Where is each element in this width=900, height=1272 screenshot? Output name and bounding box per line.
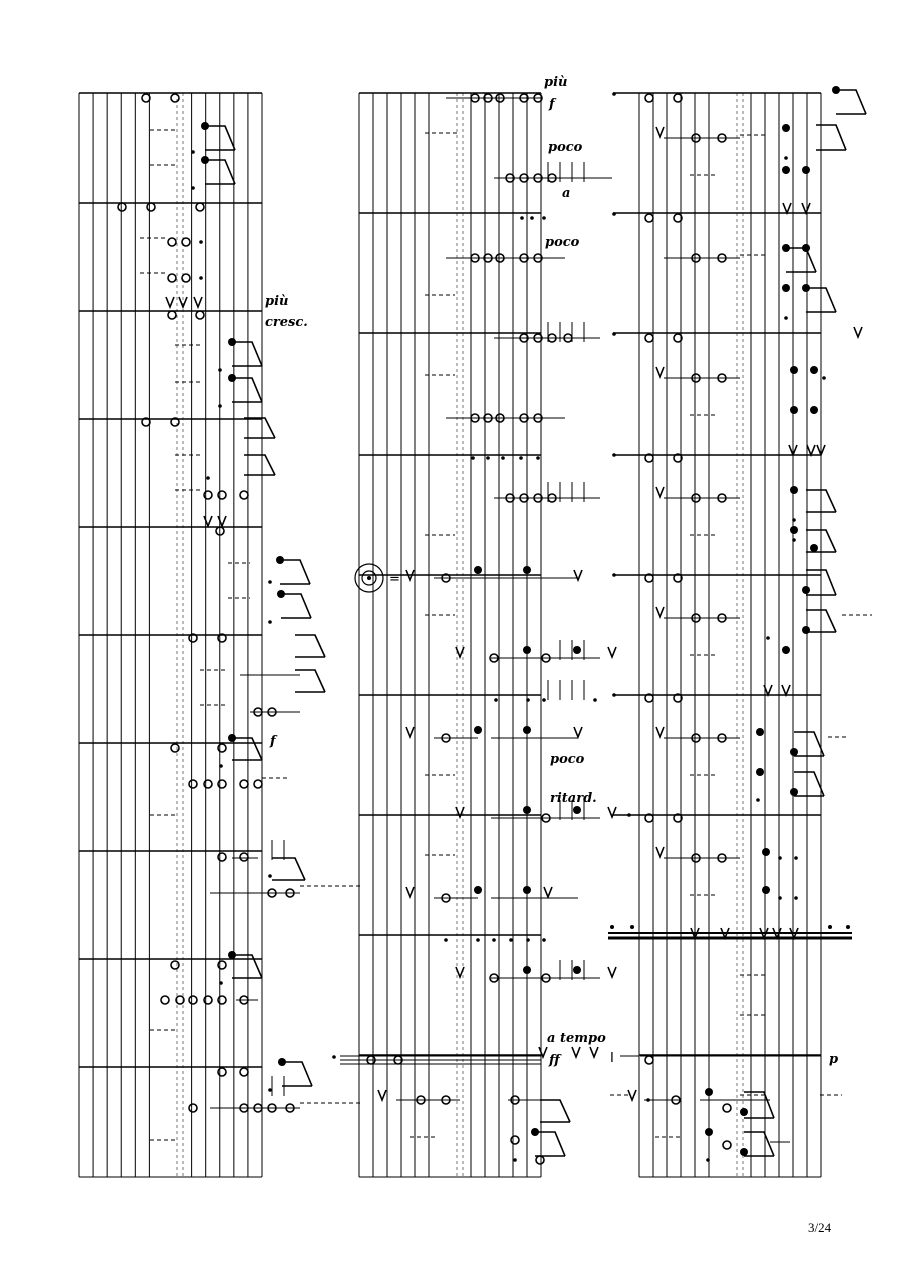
marking-p: p	[829, 1052, 839, 1067]
note-flag	[836, 90, 866, 114]
accent-mark	[807, 445, 815, 455]
dot	[218, 368, 222, 372]
filled-note	[740, 1148, 748, 1156]
filled-note	[810, 544, 818, 552]
marking-a: a	[562, 186, 571, 201]
dot	[542, 938, 546, 942]
open-note	[240, 1068, 248, 1076]
accent-mark	[802, 203, 810, 213]
accent-mark	[590, 1047, 598, 1057]
dot	[612, 453, 616, 457]
open-note	[218, 961, 226, 969]
open-note	[723, 1141, 731, 1149]
accent-mark	[854, 327, 862, 337]
note-flag	[744, 1132, 774, 1156]
open-note	[168, 274, 176, 282]
note-flag	[282, 1062, 312, 1086]
open-note	[645, 94, 653, 102]
dot	[218, 404, 222, 408]
note-flag	[244, 418, 275, 438]
dot	[530, 216, 534, 220]
dot	[792, 518, 796, 522]
note-flag	[794, 732, 824, 756]
dot	[471, 456, 475, 460]
filled-note	[762, 886, 770, 894]
open-note	[218, 853, 226, 861]
dot	[206, 476, 210, 480]
open-note	[218, 744, 226, 752]
dot	[612, 693, 616, 697]
dot	[612, 212, 616, 216]
open-note	[254, 780, 262, 788]
dot	[593, 698, 597, 702]
dot	[520, 216, 524, 220]
open-note	[182, 238, 190, 246]
filled-note	[756, 728, 764, 736]
dot	[612, 332, 616, 336]
open-note	[147, 203, 155, 211]
filled-note	[523, 726, 531, 734]
open-note	[189, 1104, 197, 1112]
dot	[778, 896, 782, 900]
marking-a-tempo: a tempo	[547, 1031, 606, 1046]
accent-mark	[782, 685, 790, 695]
accent-mark	[656, 847, 664, 857]
accent-mark	[656, 367, 664, 377]
open-note	[168, 311, 176, 319]
dot	[794, 896, 798, 900]
filled-note	[802, 166, 810, 174]
filled-note	[573, 806, 581, 814]
open-note	[218, 996, 226, 1004]
filled-note	[705, 1088, 713, 1096]
open-note	[536, 1156, 544, 1164]
dot	[778, 856, 782, 860]
filled-note	[782, 646, 790, 654]
open-note	[240, 780, 248, 788]
dot	[501, 456, 505, 460]
dot	[494, 698, 498, 702]
accent-mark	[656, 127, 664, 137]
dot	[526, 698, 530, 702]
note-flag	[272, 858, 305, 880]
dot	[756, 798, 760, 802]
accent-mark	[166, 297, 174, 307]
filled-note	[523, 646, 531, 654]
open-note	[171, 94, 179, 102]
open-note	[240, 853, 248, 861]
open-note	[645, 1056, 653, 1064]
filled-note	[474, 566, 482, 574]
filled-note	[782, 166, 790, 174]
filled-note	[802, 586, 810, 594]
accent-mark	[608, 967, 616, 977]
dot	[627, 813, 631, 817]
open-note	[171, 744, 179, 752]
filled-note	[523, 886, 531, 894]
dot	[199, 240, 203, 244]
accent-mark	[628, 1090, 636, 1100]
accent-mark	[544, 887, 552, 897]
dot	[519, 456, 523, 460]
filled-note	[782, 284, 790, 292]
marking-f: f	[549, 97, 555, 112]
note-flags	[205, 90, 866, 1156]
open-note	[645, 214, 653, 222]
note-flag	[295, 635, 325, 657]
accent-mark	[783, 203, 791, 213]
marking-poco: poco	[545, 235, 580, 250]
filled-note	[810, 366, 818, 374]
accent-mark	[656, 607, 664, 617]
open-note	[511, 1136, 519, 1144]
open-note	[182, 274, 190, 282]
marking-poco: poco	[550, 752, 585, 767]
filled-note	[810, 406, 818, 414]
dot	[536, 456, 540, 460]
open-note	[196, 311, 204, 319]
accent-mark	[378, 1090, 386, 1100]
marking-ritard: ritard.	[550, 791, 597, 806]
accent-mark	[456, 647, 464, 657]
bar-mark: I	[610, 1051, 614, 1066]
accent-mark	[656, 727, 664, 737]
marking-piu: più	[265, 294, 289, 309]
dot	[268, 620, 272, 624]
dot	[542, 216, 546, 220]
dot	[612, 573, 616, 577]
dot	[444, 938, 448, 942]
accent-mark	[608, 647, 616, 657]
open-note	[171, 961, 179, 969]
filled-note	[790, 406, 798, 414]
filled-note	[474, 886, 482, 894]
dot	[191, 150, 195, 154]
dot	[526, 938, 530, 942]
open-note	[645, 334, 653, 342]
open-note	[161, 996, 169, 1004]
open-note	[218, 780, 226, 788]
accent-mark	[194, 297, 202, 307]
filled-note	[790, 366, 798, 374]
dot	[199, 276, 203, 280]
note-flag	[786, 248, 816, 272]
dot	[486, 456, 490, 460]
note-flag	[794, 772, 824, 796]
filled-note	[790, 486, 798, 494]
open-note	[196, 203, 204, 211]
dot	[476, 938, 480, 942]
filled-note	[756, 768, 764, 776]
marking-ff: ff	[549, 1053, 560, 1068]
filled-note	[762, 848, 770, 856]
accent-mark	[406, 887, 414, 897]
note-flag	[244, 455, 275, 475]
dot	[509, 938, 513, 942]
double-barline	[608, 925, 852, 938]
dot	[332, 1055, 336, 1059]
dot	[822, 376, 826, 380]
filled-note	[740, 1108, 748, 1116]
marking-poco: poco	[548, 140, 583, 155]
filled-note	[782, 124, 790, 132]
note-flag	[744, 1092, 774, 1118]
dot	[219, 764, 223, 768]
marking-f: f	[270, 734, 276, 749]
note-symbols	[118, 86, 862, 1164]
note-flag	[280, 560, 310, 584]
dot	[784, 316, 788, 320]
dot	[191, 186, 195, 190]
note-flag	[232, 342, 262, 366]
filled-note	[474, 726, 482, 734]
dot	[268, 1088, 272, 1092]
open-note	[240, 491, 248, 499]
dot	[268, 580, 272, 584]
dot	[794, 856, 798, 860]
dot	[492, 938, 496, 942]
accent-mark	[218, 516, 226, 526]
marking-piu: più	[544, 75, 568, 90]
dot	[784, 156, 788, 160]
note-flag	[535, 1132, 565, 1156]
dot	[792, 538, 796, 542]
filled-note	[573, 966, 581, 974]
accent-mark	[656, 487, 664, 497]
open-note	[189, 780, 197, 788]
note-flag	[540, 1100, 570, 1122]
open-note	[168, 238, 176, 246]
dot	[513, 1158, 517, 1162]
dot	[766, 636, 770, 640]
open-note	[218, 491, 226, 499]
note-flag	[281, 594, 311, 618]
filled-note	[523, 566, 531, 574]
filled-note	[705, 1128, 713, 1136]
open-note	[118, 203, 126, 211]
accent-mark	[406, 727, 414, 737]
filled-note	[790, 788, 798, 796]
filled-note	[523, 966, 531, 974]
page-number: 3/24	[808, 1220, 832, 1235]
note-flag	[232, 378, 262, 402]
accent-mark	[574, 727, 582, 737]
dot	[219, 981, 223, 985]
open-note	[189, 996, 197, 1004]
open-note	[218, 1068, 226, 1076]
equals-sign: =	[389, 572, 400, 587]
dot	[706, 1158, 710, 1162]
filled-note	[790, 526, 798, 534]
filled-note	[790, 748, 798, 756]
accent-mark	[572, 1047, 580, 1057]
open-note	[142, 94, 150, 102]
dot	[612, 92, 616, 96]
open-note	[723, 1104, 731, 1112]
marking-cresc: cresc.	[265, 315, 308, 330]
filled-note	[573, 646, 581, 654]
filled-note	[523, 806, 531, 814]
dot	[268, 874, 272, 878]
note-flag	[232, 738, 262, 760]
dot	[542, 698, 546, 702]
note-flag	[295, 670, 325, 692]
